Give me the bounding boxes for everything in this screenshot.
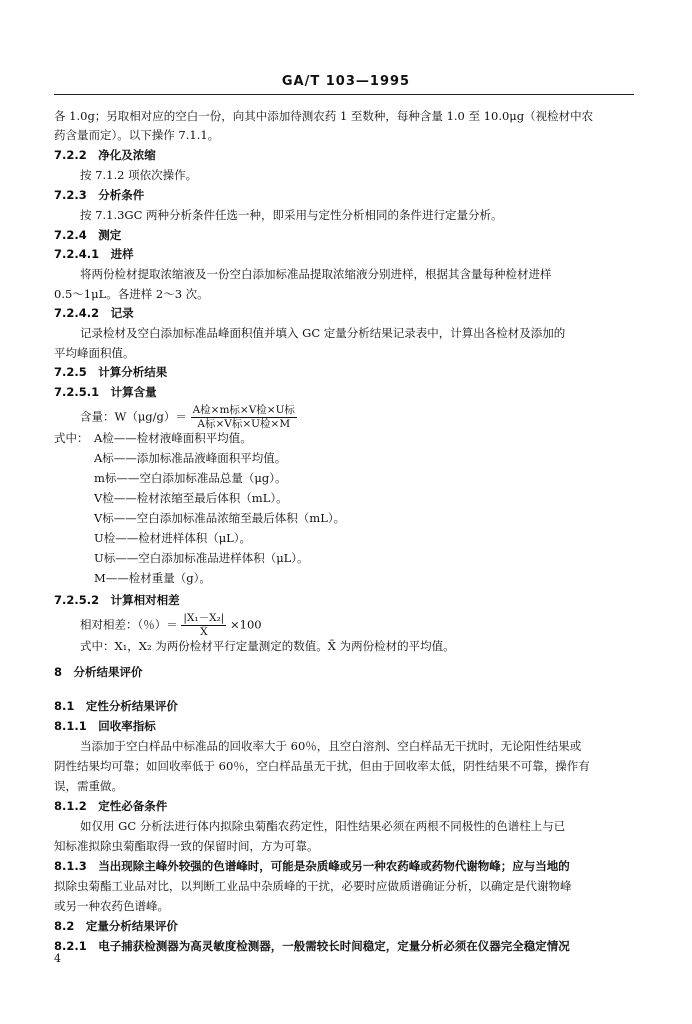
text-line: 8.1.3 当出现除主峰外较强的色谱峰时，可能是杂质峰或另一种农药峰或药物代谢物峰；应与当地的: [54, 859, 570, 873]
text-line: 如仅用 GC 分析法进行体内拟除虫菊酯农药定性，阳性结果必须在两根不同极性的色谱柱上与已: [80, 819, 566, 833]
formula-rd-lhs: 相对相差：（％）＝: [80, 617, 178, 632]
text-line: U检——检材进样体积（μL）。: [94, 531, 252, 545]
text-line: 当添加于空白样品中标准品的回收率大于 60％，且空白溶剂、空白样品无干扰时，无论阳性结果或: [80, 739, 582, 753]
text-line: M——检材重量（g）。: [94, 571, 211, 585]
formula-content: [80, 404, 297, 431]
text-line: V标——空白添加标准品浓缩至最后体积（mL）。: [94, 511, 346, 525]
standard-header: GA/T 103—1995: [281, 74, 411, 89]
text-line: 7.2.3 分析条件: [54, 188, 145, 202]
page-number: 4: [54, 952, 61, 965]
text-line: 8.1.1 回收率指标: [54, 719, 156, 733]
text-line: A标——添加标准品液峰面积平均值。: [94, 451, 287, 465]
text-line: 记录检材及空白添加标准品峰面积值并填入 GC 定量分析结果记录表中，计算出各检材及添加的: [80, 326, 566, 340]
formula-relative-difference: [80, 612, 262, 639]
formula-content-denominator: A标×V标×U检×M: [197, 418, 291, 430]
text-line: 按 7.1.3GC 两种分析条件任选一种，即采用与定性分析相同的条件进行定量分析。: [80, 208, 503, 222]
formula-content-fraction: [191, 404, 297, 431]
formula-rd-note: 式中：X₁，X₂ 为两份检材平行定量测定的数值。X̄ 为两份检材的平均值。: [80, 639, 455, 653]
formula-rd-numerator: |X₁－X₂|: [183, 612, 225, 624]
text-line: 将两份检材提取浓缩液及一份空白添加标准品提取浓缩液分别进样，根据其含量每种检材进样: [80, 267, 552, 281]
text-line: V检——检材浓缩至最后体积（mL）。: [94, 491, 288, 505]
formula-rd-tail: ×100: [230, 617, 262, 632]
text-line: U标——空白添加标准品进样体积（μL）。: [94, 551, 309, 565]
formula-rd-fraction: [181, 612, 226, 639]
text-line: 8.1 定性分析结果评价: [54, 699, 178, 713]
text-line: 8.2.1 电子捕获检测器为高灵敏度检测器，一般需较长时间稳定，定量分析必须在仪器完全稳定情况: [54, 939, 570, 953]
text-line: 知标准拟除虫菊酯取得一致的保留时间，方为可靠。: [54, 839, 319, 853]
formula-content-numerator: A检×m标×V检×U标: [192, 404, 295, 416]
text-line: 按 7.1.2 项依次操作。: [80, 168, 198, 182]
header-rule: [54, 94, 634, 95]
text-line: 拟除虫菊酯工业品对比，以判断工业品中杂质峰的干扰，必要时应做质谱确证分析，以确定是代谢物峰: [54, 879, 572, 893]
text-line: 7.2.5 计算分析结果: [54, 365, 168, 379]
defs-lead: 式中：: [54, 431, 89, 445]
text-line: m标——空白添加标准品总量（μg）。: [94, 471, 287, 485]
text-line: 8 分析结果评价: [54, 665, 143, 679]
formula-rd-denominator: X̄: [200, 626, 208, 638]
formula-content-lhs: 含量：W（μg/g）＝: [80, 409, 187, 424]
section-7-2-5-2: 7.2.5.2 计算相对相差: [54, 593, 180, 607]
text-line: 7.2.4.1 进样: [54, 247, 134, 261]
text-line: 或另一种农药色谱峰。: [54, 899, 169, 913]
text-line: 0.5～1μL。各进样 2～3 次。: [54, 287, 209, 301]
text-line: 平均峰面积值。: [54, 346, 135, 360]
text-line: 8.2 定量分析结果评价: [54, 919, 178, 933]
text-line: 7.2.4.2 记录: [54, 306, 134, 320]
text-line: 药含量而定）。以下操作 7.1.1。: [54, 128, 220, 142]
text-line: A检——检材液峰面积平均值。: [94, 431, 252, 445]
text-line: 7.2.5.1 计算含量: [54, 385, 157, 399]
text-line: 7.2.4 测定: [54, 228, 122, 242]
text-line: 7.2.2 净化及浓缩: [54, 148, 156, 162]
text-line: 8.1.2 定性必备条件: [54, 799, 168, 813]
text-line: 误，需重做。: [54, 779, 123, 793]
text-line: 各 1.0g；另取相对应的空白一份，向其中添加待测农药 1 至数种，每种含量 1.0 至 10.0μg（视检材中农: [54, 109, 594, 123]
text-line: 阴性结果均可靠；如回收率低于 60％，空白样品虽无干扰，但由于回收率太低，阴性结果不可靠，操作有: [54, 759, 590, 773]
